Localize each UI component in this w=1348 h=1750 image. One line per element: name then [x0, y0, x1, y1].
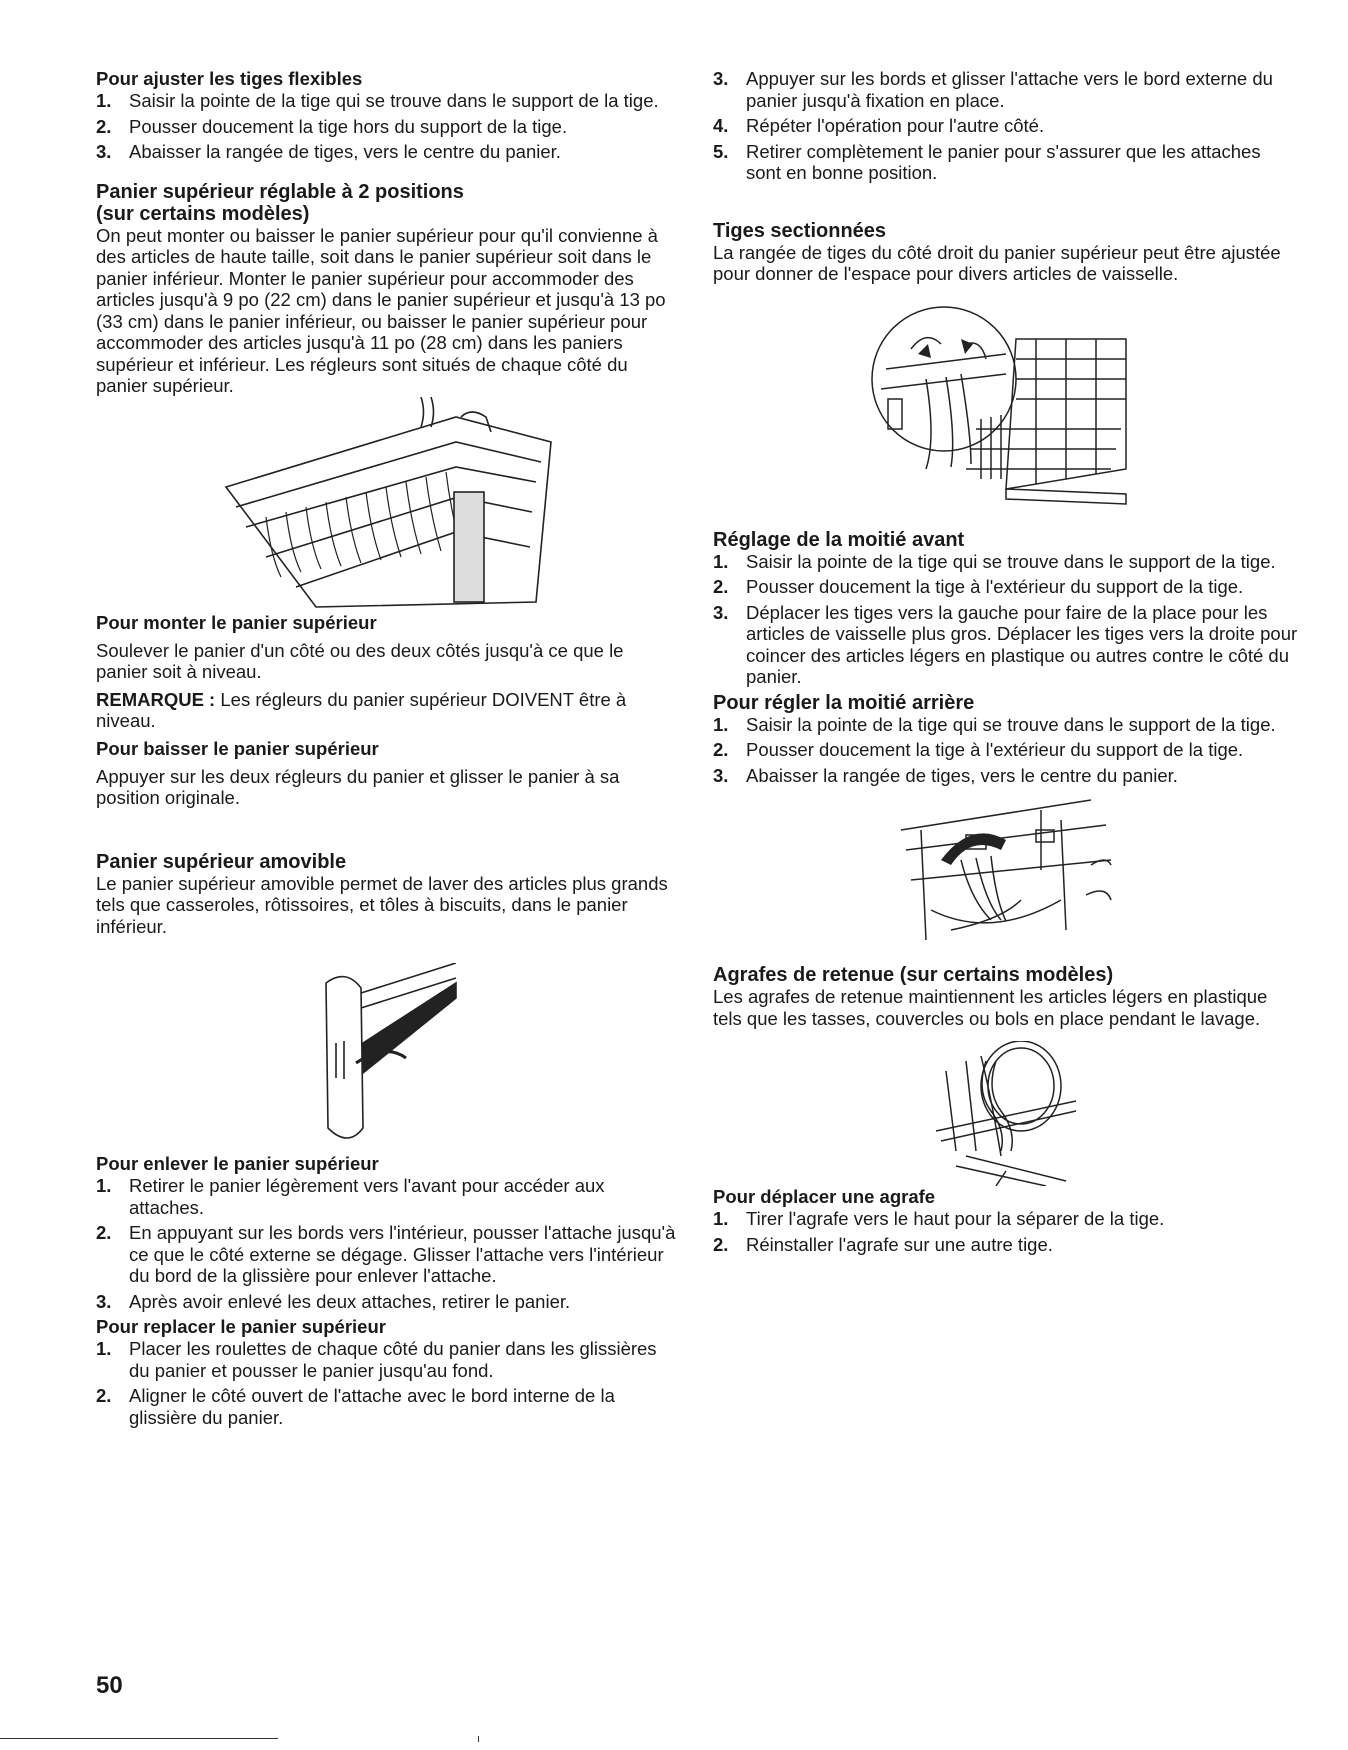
section-title-move-clip: Pour déplacer une agrafe — [713, 1186, 936, 1207]
list-item: 3. Après avoir enlevé les deux attaches, retirer le panier. — [96, 1290, 571, 1312]
remove-rack-steps — [96, 1175, 676, 1312]
list-item: 5. Retirer complètement le panier pour s'assurer que les attaches sont en bonne position. — [713, 140, 1261, 183]
page-number: 50 — [96, 1672, 123, 1699]
rack-adjust-body: On peut monter ou baisser le panier supérieur pour qu'il convienne à des articles de haute taille, soit dans le panier supérieur soit dans le panier inférieur. Monter le panier supérieur pour accommoder des articles jusqu'à 9 po (22 cm) dans le panier supérieur et jusqu'à 13 po (33 cm) dans le panier inférieur, ou baisser le panier supérieur pour accommoder des articles jusqu'à 11 po (28 cm) dans les paniers supérieur et inférieur. Les régleurs sont situés de chaque côté du panier supérieur. — [96, 224, 666, 396]
raise-rack-note: REMARQUE : Les régleurs du panier supérieur DOIVENT être à niveau. — [96, 688, 627, 731]
replace-rack-steps-continued — [713, 68, 1298, 184]
list-item: 1. Saisir la pointe de la tige qui se trouve dans le support de la tige. — [713, 550, 1276, 572]
section-title-lower-rack: Pour baisser le panier supérieur — [96, 737, 379, 759]
front-half-steps — [713, 551, 1298, 688]
section-title-back-half: Pour régler la moitié arrière — [713, 691, 975, 714]
list-item: 2. Pousser doucement la tige à l'extérieur du support de la tige. — [713, 576, 1244, 597]
section-title-2-position-rack: Panier supérieur réglable à 2 positions — [96, 180, 464, 203]
back-half-steps — [713, 714, 1298, 787]
rack-rail-stop-illustration — [296, 963, 476, 1143]
list-item: 2. Pousser doucement la tige hors du support de la tige. — [96, 115, 568, 137]
footer-rule — [0, 1738, 278, 1739]
list-item: 1. Placer les roulettes de chaque côté du panier dans les glissières du panier et pousser le panier jusqu'au fond. — [96, 1338, 657, 1381]
list-item: 1. Tirer l'agrafe vers le haut pour la séparer de la tige. — [713, 1208, 1165, 1229]
back-half-tines-illustration — [891, 790, 1121, 950]
removable-rack-body: Le panier supérieur amovible permet de laver des articles plus grands tels que casseroles, rôtissoires, et tôles à biscuits, dans le panier inférieur. — [96, 872, 668, 937]
list-item: 2. Réinstaller l'agrafe sur une autre tige. — [713, 1233, 1053, 1255]
list-item: 1. Retirer le panier légèrement vers l'avant pour accéder aux attaches. — [96, 1175, 605, 1218]
section-title-sectioned-tines: Tiges sectionnées — [713, 219, 887, 242]
right-column — [713, 68, 1298, 1259]
section-title-retention-clips: Agrafes de retenue (sur certains modèles) — [713, 964, 1114, 986]
raise-rack-body: Soulever le panier d'un côté ou des deux côtés jusqu'à ce que le panier soit à niveau. — [96, 639, 624, 682]
list-item: 3. Abaisser la rangée de tiges, vers le centre du panier. — [713, 764, 1178, 786]
section-subtitle-some-models: (sur certains modèles) — [96, 202, 310, 225]
left-column — [96, 68, 676, 1432]
list-item: 3. Déplacer les tiges vers la gauche pour faire de la place pour les articles de vaisselle plus gros. Déplacer les tiges vers la droite pour coincer des articles légers en plastique ou autres contre le côté du panier. — [713, 601, 1298, 687]
section-title-remove-rack: Pour enlever le panier supérieur — [96, 1153, 379, 1174]
list-item: 3. Appuyer sur les bords et glisser l'attache vers le bord externe du panier jusqu'à fixation en place. — [713, 68, 1273, 111]
section-title-adjust-tines: Pour ajuster les tiges flexibles — [96, 68, 363, 89]
list-item: 2. Pousser doucement la tige à l'extérieur du support de la tige. — [713, 739, 1244, 760]
retention-clips-body: Les agrafes de retenue maintiennent les articles légers en plastique tels que les tasses, couvercles ou bols en place pendant le lavage. — [713, 986, 1268, 1029]
footer-tick-mark — [478, 1736, 479, 1742]
section-title-removable-rack: Panier supérieur amovible — [96, 850, 347, 873]
sectioned-tines-illustration — [866, 299, 1146, 529]
list-item: 4. Répéter l'opération pour l'autre côté. — [713, 115, 1045, 136]
section-title-raise-rack: Pour monter le panier supérieur — [96, 611, 377, 633]
upper-rack-adjuster-illustration — [206, 397, 566, 612]
list-item: 2. En appuyant sur les bords vers l'intérieur, pousser l'attache jusqu'à ce que le côté externe se dégage. Glisser l'attache vers l'intérieur du bord de la glissière pour enlever l'attache. — [96, 1222, 676, 1286]
list-item: 1. Saisir la pointe de la tige qui se trouve dans le support de la tige. — [96, 90, 659, 111]
adjust-tines-steps — [96, 90, 676, 163]
section-title-front-half: Réglage de la moitié avant — [713, 528, 965, 551]
list-item: 3. Abaisser la rangée de tiges, vers le centre du panier. — [96, 141, 561, 162]
lower-rack-body: Appuyer sur les deux régleurs du panier et glisser le panier à sa position originale. — [96, 765, 620, 808]
section-title-replace-rack: Pour replacer le panier supérieur — [96, 1316, 386, 1337]
sectioned-tines-body: La rangée de tiges du côté droit du panier supérieur peut être ajustée pour donner de l'espace pour divers articles de vaisselle. — [713, 241, 1281, 284]
retention-clip-illustration — [926, 1041, 1086, 1186]
move-clip-steps — [713, 1208, 1298, 1255]
list-item: 2. Aligner le côté ouvert de l'attache avec le bord interne de la glissière du panier. — [96, 1385, 615, 1428]
replace-rack-steps — [96, 1338, 676, 1428]
list-item: 1. Saisir la pointe de la tige qui se trouve dans le support de la tige. — [713, 713, 1276, 735]
